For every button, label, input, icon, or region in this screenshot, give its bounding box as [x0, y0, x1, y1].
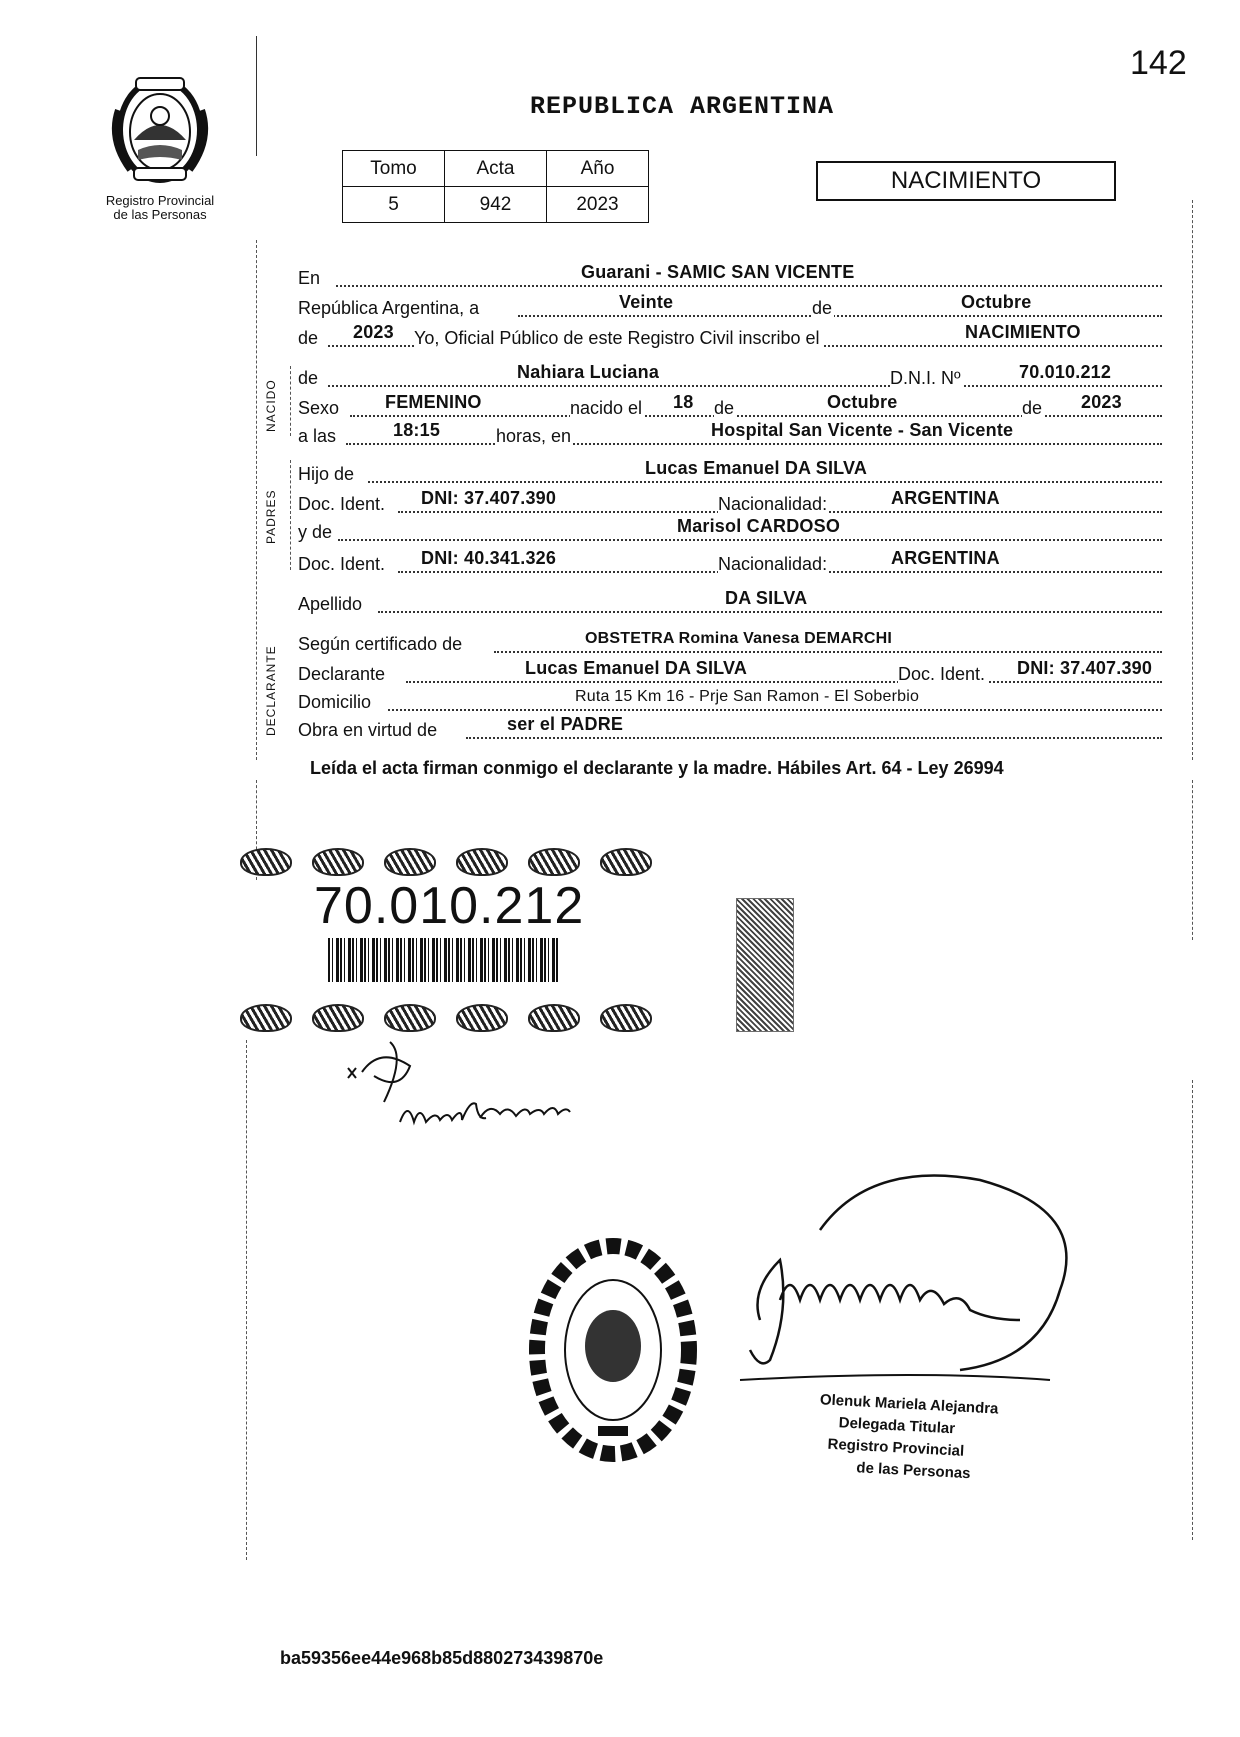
label-doc: Doc. Ident.: [898, 664, 986, 684]
closing-statement: Leída el acta firman conmigo el declarante y la madre. Hábiles Art. 64 - Ley 26994: [310, 758, 1004, 778]
line-place: [298, 262, 1162, 290]
value-certifier: OBSTETRA Romina Vanesa DEMARCHI: [582, 630, 895, 648]
label-doc: Doc. Ident.: [298, 554, 386, 574]
left-margin-rule: [256, 36, 257, 156]
left-margin-rule: [256, 240, 257, 760]
page-number: 142: [1130, 44, 1187, 82]
side-label-declarante: DECLARANTE: [264, 645, 278, 736]
register-header-tomo: Tomo: [343, 151, 445, 187]
act-type-box: NACIMIENTO: [816, 161, 1116, 201]
value-mother-name: Marisol CARDOSO: [674, 516, 843, 537]
logo-caption-line1: Registro Provincial: [105, 193, 215, 208]
value-mother-nationality: ARGENTINA: [888, 548, 1003, 569]
label-de5: de: [1022, 398, 1043, 418]
mother-signature: [340, 1036, 620, 1136]
line-surname: [298, 588, 1162, 616]
delegate-stamp-name: Olenuk Mariela Alejandra: [819, 1391, 999, 1418]
line-sex-birth: [298, 392, 1162, 420]
security-sticker-bottom-row: [240, 1004, 690, 1034]
value-mother-doc: DNI: 40.341.326: [418, 548, 559, 569]
label-alas: a las: [298, 426, 337, 446]
label-obra: Obra en virtud de: [298, 720, 438, 740]
value-child-dni: 70.010.212: [1016, 362, 1114, 383]
value-in-virtue: ser el PADRE: [504, 714, 626, 735]
value-birth-month: Octubre: [824, 392, 900, 413]
value-child-name: Nahiara Luciana: [514, 362, 662, 383]
document-hash: ba59356ee44e968b85d880273439870e: [280, 1648, 604, 1668]
value-birth-time: 18:15: [390, 420, 443, 441]
logo-caption-line2: de las Personas: [113, 207, 207, 222]
registry-r-icon: [456, 848, 508, 876]
section-rule-nacido: [290, 366, 291, 436]
registry-r-icon: [312, 1004, 364, 1032]
line-in-virtue: [298, 714, 1162, 742]
line-mother: [298, 516, 1162, 544]
register-header-acta: Acta: [445, 151, 547, 187]
value-declarant-doc: DNI: 37.407.390: [1014, 658, 1155, 679]
label-hijo: Hijo de: [298, 464, 355, 484]
left-margin-rule: [246, 1040, 247, 1560]
registry-r-icon: [240, 848, 292, 876]
line-mother-doc: [298, 548, 1162, 576]
line-child-name: [298, 362, 1162, 390]
label-de3: de: [298, 368, 319, 388]
delegate-stamp-role: Delegada Titular: [838, 1414, 956, 1438]
value-declarant: Lucas Emanuel DA SILVA: [522, 658, 750, 679]
line-oficial: [298, 322, 1162, 350]
value-birth-day: 18: [670, 392, 696, 413]
value-event: NACIMIENTO: [962, 322, 1084, 343]
line-father-doc: [298, 488, 1162, 516]
section-rule-padres: [290, 460, 291, 570]
line-certificate: [298, 628, 1162, 656]
delegate-stamp: [816, 1389, 1080, 1490]
right-margin-rule: [1192, 780, 1193, 940]
delegate-signature: [720, 1170, 1080, 1400]
register-value-tomo: 5: [343, 187, 445, 223]
label-nacionalidad: Nacionalidad:: [718, 554, 828, 574]
sticker-dni-number: 70.010.212: [314, 877, 585, 935]
delegate-stamp-office2: de las Personas: [855, 1459, 971, 1483]
label-declarante: Declarante: [298, 664, 386, 684]
registry-r-icon: [384, 1004, 436, 1032]
side-label-padres: PADRES: [264, 489, 278, 544]
register-value-acta: 942: [445, 187, 547, 223]
label-republica: República Argentina, a: [298, 298, 480, 318]
value-address: Ruta 15 Km 16 - Prje San Ramon - El Soberbio: [572, 688, 922, 706]
side-label-nacido: NACIDO: [264, 379, 278, 432]
value-surname: DA SILVA: [722, 588, 810, 609]
registry-r-icon: [528, 1004, 580, 1032]
registry-r-icon: [456, 1004, 508, 1032]
value-year: 2023: [350, 322, 397, 343]
register-header-anio: Año: [547, 151, 649, 187]
line-father: [298, 458, 1162, 486]
value-birth-place: Hospital San Vicente - San Vicente: [708, 420, 1016, 441]
line-address: [298, 686, 1162, 714]
label-apellido: Apellido: [298, 594, 363, 614]
label-de2: de: [298, 328, 319, 348]
value-father-nationality: ARGENTINA: [888, 488, 1003, 509]
value-father-name: Lucas Emanuel DA SILVA: [642, 458, 870, 479]
label-yde: y de: [298, 522, 333, 542]
hologram-seal-icon: [736, 898, 794, 1032]
registry-r-icon: [528, 848, 580, 876]
delegate-stamp-office: Registro Provincial: [827, 1435, 965, 1460]
registry-r-icon: [312, 848, 364, 876]
label-nacido: nacido el: [570, 398, 643, 418]
barcode: [328, 938, 558, 982]
right-margin-rule: [1192, 1080, 1193, 1540]
country-title: REPUBLICA ARGENTINA: [530, 92, 835, 121]
register-table: [342, 150, 649, 223]
label-domicilio: Domicilio: [298, 692, 372, 712]
value-birth-year: 2023: [1078, 392, 1125, 413]
registry-r-icon: [384, 848, 436, 876]
label-horas: horas, en: [496, 426, 572, 446]
label-nacionalidad: Nacionalidad:: [718, 494, 828, 514]
register-value-anio: 2023: [547, 187, 649, 223]
label-sexo: Sexo: [298, 398, 340, 418]
registry-r-icon: [600, 848, 652, 876]
label-doc: Doc. Ident.: [298, 494, 386, 514]
value-place: Guarani - SAMIC SAN VICENTE: [578, 262, 857, 283]
logo-caption: [80, 194, 240, 222]
label-oficial: Yo, Oficial Público de este Registro Civil inscribo el: [414, 328, 820, 348]
right-margin-rule: [1192, 200, 1193, 760]
value-day: Veinte: [616, 292, 676, 313]
registry-r-icon: [240, 1004, 292, 1032]
line-declarant: [298, 658, 1162, 686]
label-certificado: Según certificado de: [298, 634, 463, 654]
value-month: Octubre: [958, 292, 1034, 313]
label-en: En: [298, 268, 321, 288]
value-sex: FEMENINO: [382, 392, 485, 413]
label-de4: de: [714, 398, 735, 418]
label-de: de: [812, 298, 833, 318]
label-dni: D.N.I. Nº: [890, 368, 961, 388]
registry-r-icon: [600, 1004, 652, 1032]
value-father-doc: DNI: 37.407.390: [418, 488, 559, 509]
official-round-seal: [528, 1238, 698, 1462]
provincial-coat-of-arms-logo: [100, 70, 220, 190]
line-date: [298, 292, 1162, 320]
line-time-place: [298, 420, 1162, 448]
